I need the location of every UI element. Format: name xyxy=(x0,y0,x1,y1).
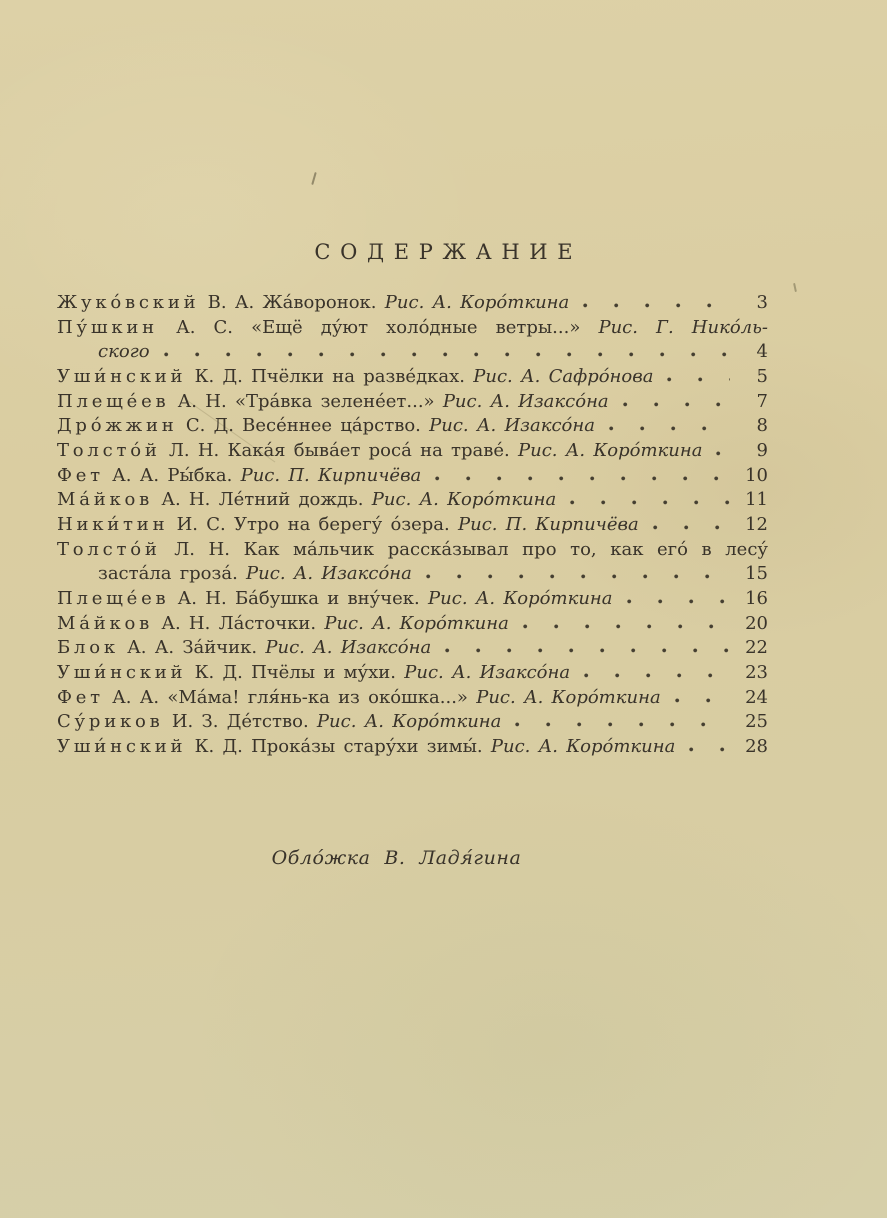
dot-leader xyxy=(435,476,730,481)
author-initials: А. А. xyxy=(112,686,160,708)
author-name: Пу́шкин xyxy=(57,316,158,338)
author-initials: С. Д. xyxy=(185,415,234,437)
toc-entry-line xyxy=(57,612,768,637)
author-name: Блок xyxy=(57,637,119,659)
illustrator-credit: Рис. Г. Нико́ль- xyxy=(598,316,769,338)
work-title: Ры́бка. xyxy=(167,464,233,486)
dot-leader xyxy=(445,648,730,653)
work-title: Прока́зы стару́хи зимы́. xyxy=(251,735,483,757)
dot-leader xyxy=(689,747,730,752)
entry-text xyxy=(98,562,412,587)
illustrator-credit: Рис. А. Коро́ткина xyxy=(518,439,703,461)
dot-leader xyxy=(583,303,730,308)
illustrator-credit: Рис. А. Изаксо́на xyxy=(265,637,432,659)
entry-text xyxy=(57,365,653,390)
dot-leader xyxy=(426,574,730,579)
author-initials: И. З. xyxy=(171,711,219,733)
page-number: 24 xyxy=(745,686,768,708)
page-number: 5 xyxy=(756,365,768,387)
entry-text xyxy=(57,513,639,538)
entry-continuation: ского xyxy=(98,341,150,363)
toc-entry-line xyxy=(57,488,768,513)
toc-entry-line xyxy=(57,365,768,390)
cover-credit: Обло́жка В. Ладя́гина xyxy=(271,847,522,869)
illustrator-credit: Рис. П. Кирпичёва xyxy=(458,513,639,535)
page-number: 16 xyxy=(745,587,768,609)
entry-text xyxy=(57,661,570,686)
page-number: 8 xyxy=(756,415,768,437)
dot-leader xyxy=(675,698,730,703)
toc-entry-line xyxy=(57,661,768,686)
author-initials: А. Н. xyxy=(177,390,227,412)
toc-entry-line xyxy=(57,316,768,341)
author-name: Уши́нский xyxy=(57,735,187,757)
entry-text xyxy=(57,587,613,612)
author-name: Ма́йков xyxy=(57,489,154,511)
author-initials: А. А. xyxy=(127,637,175,659)
toc-entry-line xyxy=(57,710,768,735)
author-name: Плеще́ев xyxy=(57,390,170,412)
work-title: За́йчик. xyxy=(182,637,258,659)
entry-text xyxy=(57,390,609,415)
entry-text xyxy=(57,464,421,489)
toc-entry-line xyxy=(57,513,768,538)
author-name: Толсто́й xyxy=(57,439,161,461)
author-name: Ники́тин xyxy=(57,513,169,535)
author-name: Фет xyxy=(57,686,104,708)
entry-text xyxy=(57,414,595,439)
toc-list xyxy=(57,291,768,759)
page-number: 4 xyxy=(756,341,768,363)
author-initials: В. А. xyxy=(207,292,255,313)
toc-entry-line xyxy=(57,587,768,612)
toc-entry-line xyxy=(57,735,768,760)
dot-leader xyxy=(515,722,730,727)
dot-leader xyxy=(623,402,730,407)
entry-text xyxy=(57,686,661,711)
work-title: Кака́я быва́ет роса́ на траве́. xyxy=(227,439,510,461)
entry-text xyxy=(57,291,569,316)
page-number: 28 xyxy=(745,735,768,757)
author-name: Дро́жжин xyxy=(57,415,178,437)
entry-text xyxy=(57,636,431,661)
page-number: 15 xyxy=(745,563,768,585)
toc-entry-line xyxy=(57,439,768,464)
author-name: Плеще́ев xyxy=(57,587,170,609)
illustrator-credit: Рис. А. Коро́ткина xyxy=(316,711,502,733)
dot-leader xyxy=(164,352,730,357)
page-number: 22 xyxy=(745,637,768,659)
page-number: 25 xyxy=(745,711,768,733)
entry-text xyxy=(57,439,702,464)
illustrator-credit: Рис. А. Коро́ткина xyxy=(324,612,509,634)
author-name: Уши́нский xyxy=(57,365,187,387)
work-title: Ла́сточки. xyxy=(218,612,317,634)
author-initials: Л. Н. xyxy=(168,439,220,461)
entry-text xyxy=(57,317,768,338)
entry-text xyxy=(57,710,501,735)
toc-entry-line xyxy=(57,340,768,365)
work-title: Утро на берегу́ о́зера. xyxy=(234,513,450,535)
page-number: 7 xyxy=(756,390,768,412)
dot-leader xyxy=(667,377,730,382)
author-name: Уши́нский xyxy=(57,661,187,683)
dot-leader xyxy=(584,673,730,678)
dot-leader xyxy=(523,624,730,629)
illustrator-credit: Рис. А. Изаксо́на xyxy=(442,390,609,412)
toc-entry-line xyxy=(57,390,768,415)
work-title: Жа́воронок. xyxy=(262,292,377,313)
illustrator-credit: Рис. А. Коро́ткина xyxy=(428,587,613,609)
scan-artifact xyxy=(311,172,317,185)
author-initials: К. Д. xyxy=(194,365,243,387)
author-initials: Л. Н. xyxy=(174,538,230,560)
author-name: Ма́йков xyxy=(57,612,154,634)
page-number: 10 xyxy=(745,464,768,486)
illustrator-credit: Рис. А. Сафро́нова xyxy=(473,365,654,387)
illustrator-credit: Рис. А. Коро́ткина xyxy=(476,686,661,708)
toc-entry-line xyxy=(57,686,768,711)
toc-entry-line xyxy=(57,464,768,489)
author-initials: К. Д. xyxy=(194,735,243,757)
toc-entry-line xyxy=(57,538,768,563)
author-name: Толсто́й xyxy=(57,538,161,560)
illustrator-credit: Рис. А. Изаксо́на xyxy=(404,661,571,683)
illustrator-credit: Рис. А. Изаксо́на xyxy=(429,415,595,437)
page-number: 12 xyxy=(745,513,768,535)
scan-artifact xyxy=(793,283,797,292)
toc-entry-line xyxy=(57,636,768,661)
author-initials: А. А. xyxy=(112,464,160,486)
toc-entry-line xyxy=(57,414,768,439)
dot-leader xyxy=(716,451,730,456)
entry-text xyxy=(57,735,675,760)
entry-continuation: заста́ла гроза́. xyxy=(98,563,238,585)
entry-text xyxy=(57,488,556,513)
author-name: Жуко́вский xyxy=(57,292,200,313)
dot-leader xyxy=(653,525,730,530)
page-title: СОДЕРЖАНИЕ xyxy=(314,240,583,264)
page-number: 20 xyxy=(745,612,768,634)
illustrator-credit: Рис. П. Кирпичёва xyxy=(240,464,422,486)
page-number: 11 xyxy=(745,489,768,511)
work-title: Пчёлки на разве́дках. xyxy=(251,365,466,387)
work-title: Ба́бушка и вну́чек. xyxy=(234,587,420,609)
author-initials: А. С. xyxy=(176,316,234,338)
author-initials: А. Н. xyxy=(161,489,211,511)
work-title: «Тра́вка зелене́ет...» xyxy=(234,390,435,412)
dot-leader xyxy=(570,500,730,505)
dot-leader xyxy=(609,426,730,431)
entry-text xyxy=(57,539,768,560)
author-initials: И. С. xyxy=(176,513,226,535)
work-title: Весе́ннее ца́рство. xyxy=(242,415,421,437)
page-number: 9 xyxy=(756,439,768,461)
work-title: «Ма́ма! гля́нь-ка из око́шка...» xyxy=(167,686,468,708)
work-title: «Ещё ду́ют холо́дные ветры...» xyxy=(251,316,581,338)
author-name: Фет xyxy=(57,464,104,486)
toc-entry-line xyxy=(57,562,768,587)
author-initials: К. Д. xyxy=(194,661,243,683)
work-title: Де́тство. xyxy=(226,711,309,733)
entry-text xyxy=(57,612,509,637)
entry-text xyxy=(98,340,150,365)
illustrator-credit: Рис. А. Коро́ткина xyxy=(490,735,676,757)
author-initials: А. Н. xyxy=(177,587,227,609)
dot-leader xyxy=(627,599,731,604)
illustrator-credit: Рис. А. Изаксо́на xyxy=(246,563,412,585)
page-number: 23 xyxy=(745,661,768,683)
toc-entry-line xyxy=(57,291,768,316)
work-title: Как ма́льчик расска́зывал про то, как его́ в лесу́ xyxy=(243,538,769,560)
author-initials: А. Н. xyxy=(161,612,211,634)
illustrator-credit: Рис. А. Коро́ткина xyxy=(371,489,557,511)
illustrator-credit: Рис. А. Коро́ткина xyxy=(384,292,570,313)
author-name: Су́риков xyxy=(57,711,164,733)
work-title: Ле́тний дождь. xyxy=(218,489,364,511)
page-number: 3 xyxy=(756,292,768,313)
work-title: Пчёлы и му́хи. xyxy=(251,661,397,683)
